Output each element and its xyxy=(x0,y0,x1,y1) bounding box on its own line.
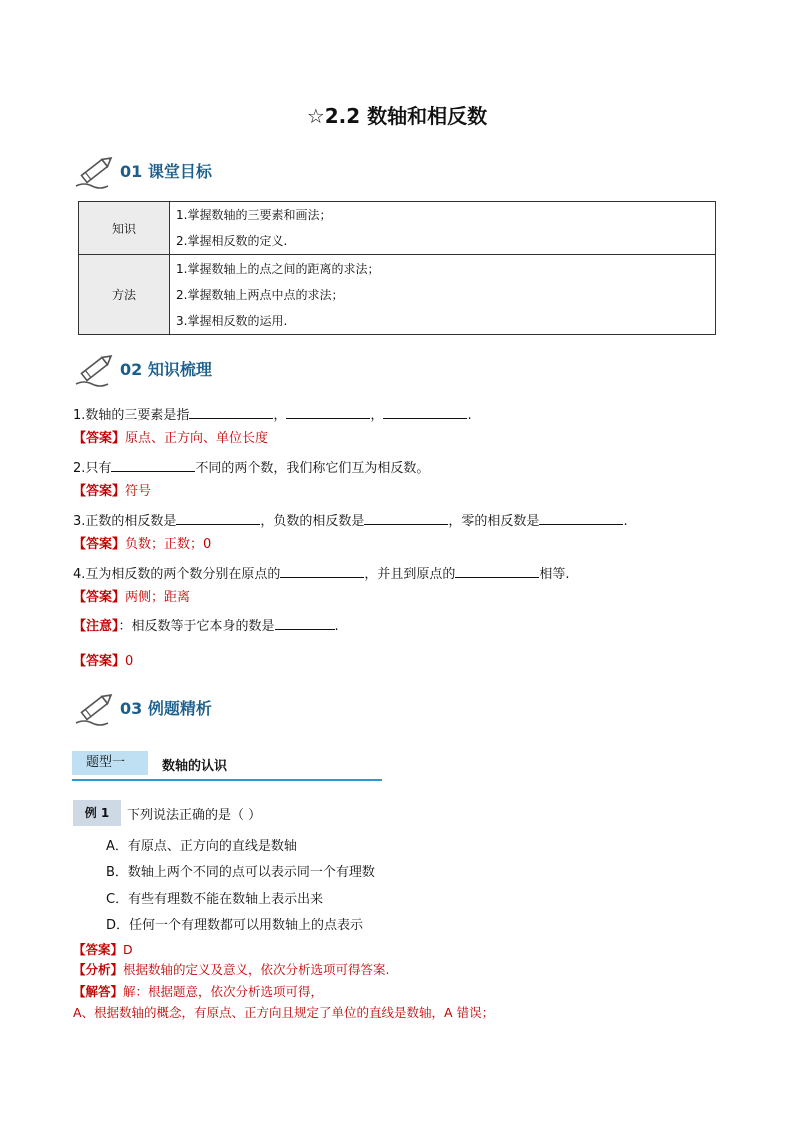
pencil-icon xyxy=(74,152,120,192)
fill-blank xyxy=(364,510,448,525)
example-solution xyxy=(73,983,323,1001)
type-name: 数轴的认识 xyxy=(162,759,228,774)
answer-text: D xyxy=(123,942,133,957)
analysis-tag: 【分析】 xyxy=(73,962,124,977)
knowledge-question xyxy=(73,457,429,478)
note-text: . xyxy=(334,619,339,634)
fill-blank xyxy=(383,404,467,419)
knowledge-note xyxy=(73,615,339,636)
question-text: 不同的两个数，我们称它们互为相反数。 xyxy=(195,461,430,476)
answer-tag: 【答案】 xyxy=(73,590,126,605)
answer-text: 负数；正数；0 xyxy=(125,537,212,552)
type-tag: 题型一 xyxy=(72,751,148,775)
answer-tag: 【答案】 xyxy=(73,942,124,957)
knowledge-question xyxy=(73,510,628,531)
goals-row xyxy=(79,202,716,255)
fill-blank xyxy=(111,457,195,472)
pencil-icon xyxy=(74,689,120,729)
goals-table xyxy=(78,201,716,335)
type-underline xyxy=(72,779,382,781)
option-b: B．数轴上两个不同的点可以表示同一个有理数 xyxy=(106,865,375,880)
question-text: ， xyxy=(273,408,287,423)
question-text: 2.只有 xyxy=(73,461,112,476)
answer-text: 两侧；距离 xyxy=(125,590,191,605)
goals-content xyxy=(170,202,716,255)
goal-item: 1.掌握数轴的三要素和画法； xyxy=(176,208,332,222)
knowledge-answer xyxy=(73,430,268,448)
section-heading-knowledge xyxy=(74,350,374,390)
goals-label: 方法 xyxy=(79,255,170,335)
section-title: 01 课堂目标 xyxy=(120,162,212,181)
fill-blank xyxy=(286,404,370,419)
goals-label: 知识 xyxy=(79,202,170,255)
fill-blank xyxy=(539,510,623,525)
section-title: 03 例题精析 xyxy=(120,699,212,718)
goal-item: 3.掌握相反数的运用. xyxy=(176,313,288,328)
fill-blank xyxy=(189,404,273,419)
fill-blank xyxy=(176,510,260,525)
question-text: ，零的相反数是 xyxy=(448,514,540,529)
example-tag: 例 1 xyxy=(73,800,121,826)
question-text: ，并且到原点的 xyxy=(364,567,456,582)
question-text: 4.互为相反数的两个数分别在原点的 xyxy=(73,567,281,582)
question-text: 3.正数的相反数是 xyxy=(73,514,177,529)
question-text: ，负数的相反数是 xyxy=(260,514,365,529)
page-title: ☆2.2 数轴和相反数 xyxy=(306,104,488,128)
answer-tag: 【答案】 xyxy=(73,537,126,552)
knowledge-answer xyxy=(73,483,151,501)
question-text: . xyxy=(623,514,628,529)
question-text: . xyxy=(467,408,472,423)
goal-item: 2.掌握数轴上两点中点的求法； xyxy=(176,287,344,302)
answer-tag: 【答案】 xyxy=(73,431,126,446)
option-d: D．任何一个有理数都可以用数轴上的点表示 xyxy=(106,918,364,933)
question-text: 1.数轴的三要素是指 xyxy=(73,408,190,423)
note-tag: 【注意】 xyxy=(73,619,119,634)
goal-item: 2.掌握相反数的定义. xyxy=(176,234,288,248)
knowledge-question xyxy=(73,404,472,425)
example-answer xyxy=(73,941,133,959)
example-question: 下列说法正确的是（ ） xyxy=(127,808,262,823)
option-c: C．有些有理数不能在数轴上表示出来 xyxy=(106,892,324,907)
fill-blank xyxy=(280,563,364,578)
question-text: 相等. xyxy=(539,567,570,582)
solution-text: 解：根据题意，依次分析选项可得， xyxy=(123,984,324,999)
knowledge-question xyxy=(73,563,570,584)
goal-item: 1.掌握数轴上的点之间的距离的求法； xyxy=(176,261,380,276)
knowledge-answer xyxy=(73,536,211,554)
answer-text: 原点、正方向、单位长度 xyxy=(125,431,269,446)
goals-row xyxy=(79,255,716,335)
fill-blank xyxy=(455,563,539,578)
example-solution-line: A、根据数轴的概念，有原点、正方向且规定了单位的直线是数轴，A 错误； xyxy=(73,1005,495,1020)
solution-tag: 【解答】 xyxy=(73,984,124,999)
knowledge-answer xyxy=(73,653,133,671)
section-title: 02 知识梳理 xyxy=(120,360,212,379)
question-type-bar xyxy=(72,751,382,781)
answer-text: 符号 xyxy=(125,484,152,499)
answer-tag: 【答案】 xyxy=(73,654,126,669)
pencil-icon xyxy=(74,350,120,390)
answer-tag: 【答案】 xyxy=(73,484,126,499)
fill-blank xyxy=(275,615,335,630)
analysis-text: 根据数轴的定义及意义，依次分析选项可得答案. xyxy=(123,962,390,977)
section-heading-goals xyxy=(74,152,374,192)
section-heading-examples xyxy=(74,689,374,729)
goals-content xyxy=(170,255,716,335)
example-analysis xyxy=(73,961,390,979)
note-text: ：相反数等于它本身的数是 xyxy=(118,619,275,634)
question-text: ， xyxy=(370,408,384,423)
knowledge-answer xyxy=(73,589,190,607)
option-a: A．有原点、正方向的直线是数轴 xyxy=(106,839,297,854)
answer-text: 0 xyxy=(125,654,134,669)
